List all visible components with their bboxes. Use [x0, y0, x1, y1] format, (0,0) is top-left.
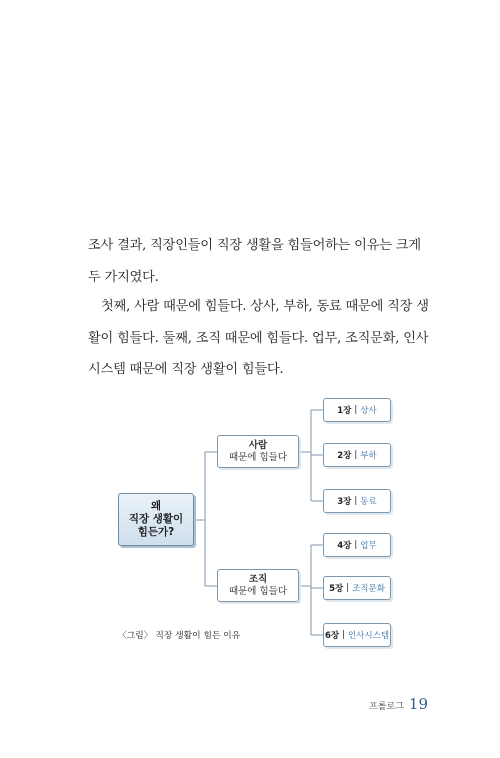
- figure-caption: 〈그림〉 직장 생활이 힘든 이유: [118, 631, 241, 641]
- leaf-chapter: 4장: [337, 541, 352, 551]
- leaf-chapter: 3장: [337, 497, 352, 507]
- leaf-chapter: 1장: [337, 406, 352, 416]
- diagram-root-box: [118, 493, 194, 546]
- leaf-name: 부하: [360, 451, 377, 461]
- leaf-separator: |: [346, 583, 350, 593]
- leaf-separator: |: [354, 405, 358, 415]
- branch-title: 조직: [248, 573, 268, 585]
- leaf-box-chapter-1: [323, 398, 391, 422]
- leaf-box-chapter-3: [323, 489, 391, 513]
- leaf-box-chapter-6: [323, 623, 391, 647]
- branch-subtitle: 때문에 힘들다: [228, 585, 288, 597]
- leaf-box-chapter-4: [323, 533, 391, 557]
- leaf-separator: |: [354, 450, 358, 460]
- root-line-3: 힘든가?: [137, 526, 175, 538]
- leaf-box-chapter-2: [323, 443, 391, 467]
- leaf-name: 업무: [360, 541, 377, 551]
- leaf-separator: |: [354, 496, 358, 506]
- leaf-separator: |: [354, 540, 358, 550]
- paragraph-two-reasons: 첫째, 사람 때문에 힘들다. 상사, 부하, 동료 때문에 직장 생활이 힘들다. 둘째, 조직 때문에 힘들다. 업무, 조직문화, 인사시스템 때문에 직장 생활이 힘들다.: [88, 299, 429, 377]
- page-footer: [369, 695, 428, 713]
- leaf-name: 동료: [360, 497, 377, 507]
- leaf-box-chapter-5: [323, 576, 391, 600]
- branch-box-organization: [217, 569, 299, 602]
- section-label: 프롤로그: [369, 702, 404, 712]
- root-line-2: 직장 생활이: [128, 513, 184, 525]
- leaf-chapter: 5장: [329, 584, 344, 594]
- leaf-chapter: 6장: [324, 631, 340, 641]
- leaf-name: 조직문화: [352, 584, 385, 594]
- branch-title: 사람: [248, 439, 268, 451]
- root-line-1: 왜: [150, 500, 162, 512]
- leaf-separator: |: [342, 630, 345, 640]
- paragraph-survey-result: 조사 결과, 직장인들이 직장 생활을 힘들어하는 이유는 크게 두 가지였다.: [88, 238, 421, 285]
- leaf-name: 상사: [360, 406, 377, 416]
- branch-box-people: [217, 435, 299, 468]
- branch-subtitle: 때문에 힘들다: [228, 451, 288, 463]
- leaf-name: 인사시스템: [347, 631, 390, 641]
- page-number: 19: [408, 695, 428, 713]
- leaf-chapter: 2장: [337, 451, 352, 461]
